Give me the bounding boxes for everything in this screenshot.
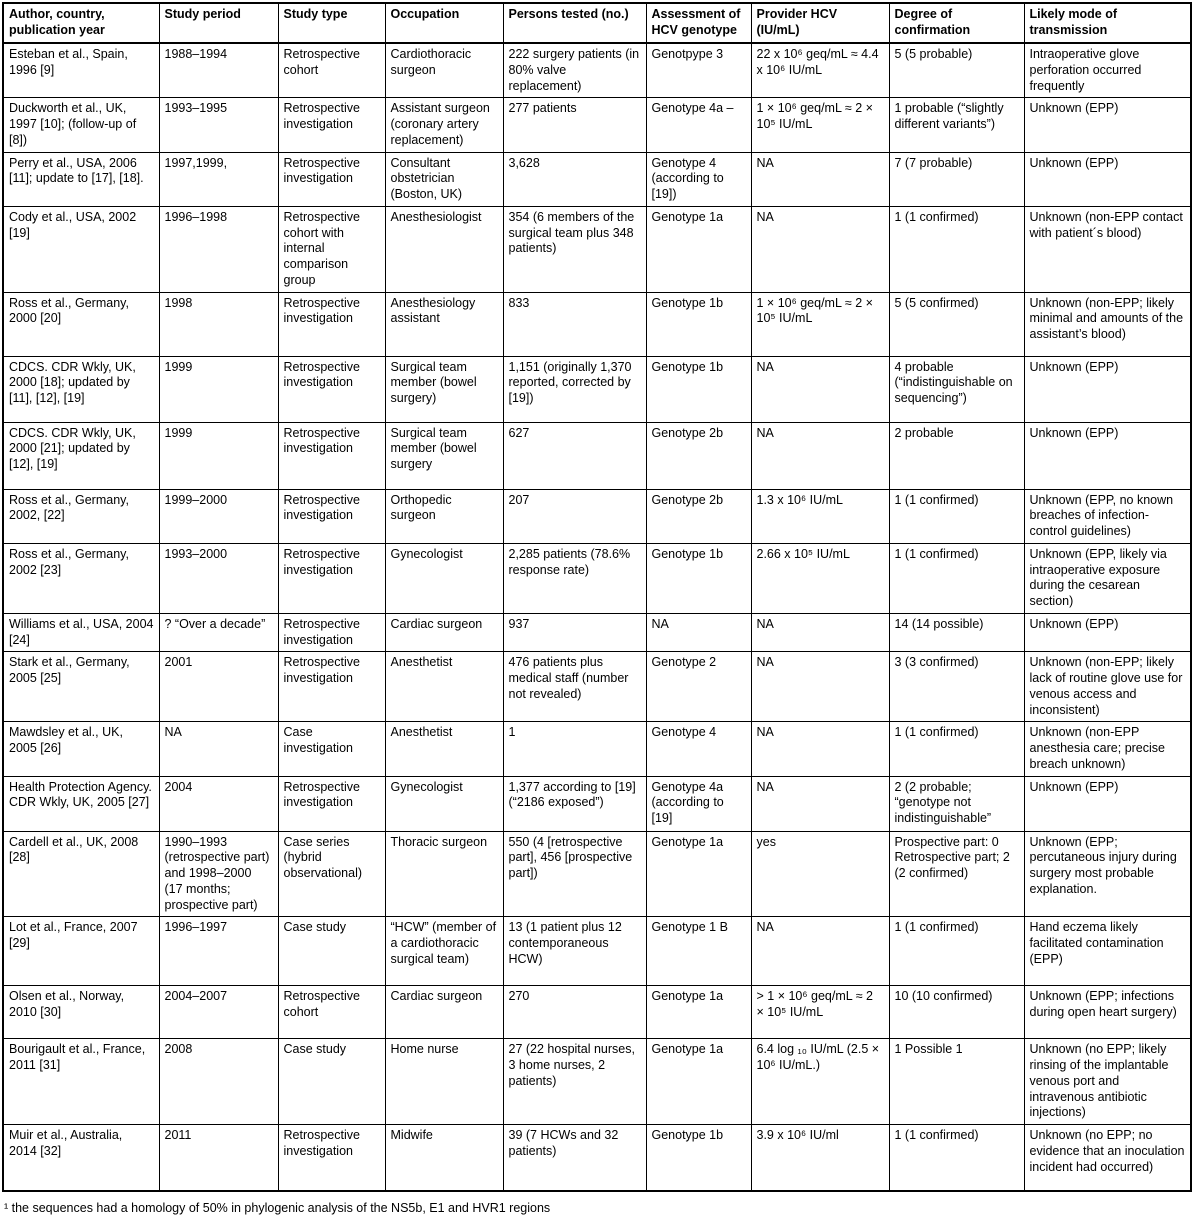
table-cell: 1999–2000 bbox=[159, 489, 278, 543]
table-cell: Genotype 1a bbox=[646, 831, 751, 917]
table-row bbox=[3, 986, 1191, 1039]
column-header: Study period bbox=[159, 3, 278, 43]
table-row bbox=[3, 422, 1191, 489]
table-cell: 2 (2 probable; “genotype not indistinguishable” bbox=[889, 776, 1024, 831]
table-row bbox=[3, 489, 1191, 543]
column-header: Degree of confirmation bbox=[889, 3, 1024, 43]
table-cell: 1 (1 confirmed) bbox=[889, 206, 1024, 292]
table-cell: Cardiothoracic surgeon bbox=[385, 43, 503, 98]
column-header: Author, country, publication year bbox=[3, 3, 159, 43]
table-cell: Genotype 1b bbox=[646, 543, 751, 613]
table-cell: Retrospective investigation bbox=[278, 422, 385, 489]
table-cell: 2004–2007 bbox=[159, 986, 278, 1039]
table-cell: 2008 bbox=[159, 1039, 278, 1125]
table-cell: 1,377 according to [19] (“2186 exposed”) bbox=[503, 776, 646, 831]
table-cell: 1 × 10⁶ geq/mL ≈ 2 × 10⁵ IU/mL bbox=[751, 292, 889, 356]
table-cell: Case investigation bbox=[278, 722, 385, 776]
table-cell: Retrospective investigation bbox=[278, 98, 385, 152]
table-cell: Perry et al., USA, 2006 [11]; update to [17], [18]. bbox=[3, 152, 159, 206]
table-cell: 2001 bbox=[159, 652, 278, 722]
table-cell: Retrospective investigation bbox=[278, 356, 385, 422]
table-cell: 1.3 x 10⁶ IU/mL bbox=[751, 489, 889, 543]
table-cell: Ross et al., Germany, 2002, [22] bbox=[3, 489, 159, 543]
table-cell: 1996–1997 bbox=[159, 917, 278, 986]
table-cell: 270 bbox=[503, 986, 646, 1039]
table-cell: 1 probable (“slightly different variants”) bbox=[889, 98, 1024, 152]
table-cell: 1 (1 confirmed) bbox=[889, 917, 1024, 986]
table-cell: Genotype 1a bbox=[646, 206, 751, 292]
table-cell: Williams et al., USA, 2004 [24] bbox=[3, 613, 159, 652]
table-cell: Unknown (EPP; infections during open heart surgery) bbox=[1024, 986, 1191, 1039]
table-cell: CDCS. CDR Wkly, UK, 2000 [21]; updated by [12], [19] bbox=[3, 422, 159, 489]
table-cell: Home nurse bbox=[385, 1039, 503, 1125]
table-cell: Unknown (EPP, no known breaches of infection-control guidelines) bbox=[1024, 489, 1191, 543]
table-cell: Case study bbox=[278, 1039, 385, 1125]
table-cell: 1999 bbox=[159, 356, 278, 422]
table-cell: 222 surgery patients (in 80% valve replacement) bbox=[503, 43, 646, 98]
table-cell: NA bbox=[751, 152, 889, 206]
footnote: ¹ the sequences had a homology of 50% in phylogenic analysis of the NS5b, E1 and HVR1 regions bbox=[4, 1200, 551, 1215]
table-cell: Midwife bbox=[385, 1125, 503, 1191]
table-cell: Unknown (EPP) bbox=[1024, 152, 1191, 206]
table-cell: Esteban et al., Spain, 1996 [9] bbox=[3, 43, 159, 98]
table-cell: Genotype 1b bbox=[646, 356, 751, 422]
table-row bbox=[3, 43, 1191, 98]
table-cell: Genotype 4 (according to [19]) bbox=[646, 152, 751, 206]
table-cell: Unknown (EPP) bbox=[1024, 422, 1191, 489]
table-cell: Genotype 1a bbox=[646, 986, 751, 1039]
table-cell: Genotype 4a (according to [19] bbox=[646, 776, 751, 831]
table-cell: 1999 bbox=[159, 422, 278, 489]
column-header: Persons tested (no.) bbox=[503, 3, 646, 43]
table-row bbox=[3, 543, 1191, 613]
table-cell: Retrospective cohort with internal comparison group bbox=[278, 206, 385, 292]
table-cell: Retrospective cohort bbox=[278, 43, 385, 98]
table-cell: Unknown (non-EPP; likely lack of routine glove use for venous access and inconsistent) bbox=[1024, 652, 1191, 722]
table-cell: Unknown (no EPP; no evidence that an inoculation incident had occurred) bbox=[1024, 1125, 1191, 1191]
column-header: Likely mode of transmission bbox=[1024, 3, 1191, 43]
table-cell: Cody et al., USA, 2002 [19] bbox=[3, 206, 159, 292]
table-row bbox=[3, 1125, 1191, 1191]
table-cell: 1,151 (originally 1,370 reported, corrected by [19]) bbox=[503, 356, 646, 422]
table-cell: Ross et al., Germany, 2002 [23] bbox=[3, 543, 159, 613]
table-cell: 2004 bbox=[159, 776, 278, 831]
column-header: Assessment of HCV genotype bbox=[646, 3, 751, 43]
table-cell: 1990–1993 (retrospective part) and 1998–2000 (17 months; prospective part) bbox=[159, 831, 278, 917]
table-cell: 2,285 patients (78.6% response rate) bbox=[503, 543, 646, 613]
table-row bbox=[3, 917, 1191, 986]
table-cell: Retrospective investigation bbox=[278, 292, 385, 356]
table-cell: Retrospective investigation bbox=[278, 776, 385, 831]
table-cell: 39 (7 HCWs and 32 patients) bbox=[503, 1125, 646, 1191]
table-cell: NA bbox=[751, 917, 889, 986]
table-cell: Unknown (non-EPP anesthesia care; precise breach unknown) bbox=[1024, 722, 1191, 776]
table-cell: Health Protection Agency. CDR Wkly, UK, 2005 [27] bbox=[3, 776, 159, 831]
table-cell: 833 bbox=[503, 292, 646, 356]
table-cell: NA bbox=[751, 722, 889, 776]
table-cell: NA bbox=[159, 722, 278, 776]
table-cell: 3 (3 confirmed) bbox=[889, 652, 1024, 722]
table-cell: Retrospective investigation bbox=[278, 543, 385, 613]
table-cell: 476 patients plus medical staff (number not revealed) bbox=[503, 652, 646, 722]
table-cell: Lot et al., France, 2007 [29] bbox=[3, 917, 159, 986]
table-cell: Unknown (EPP) bbox=[1024, 613, 1191, 652]
table-cell: Anesthetist bbox=[385, 652, 503, 722]
table-cell: Unknown (non-EPP contact with patient´s blood) bbox=[1024, 206, 1191, 292]
table-row bbox=[3, 152, 1191, 206]
table-cell: 1 × 10⁶ geq/mL ≈ 2 × 10⁵ IU/mL bbox=[751, 98, 889, 152]
hcv-studies-table bbox=[2, 2, 1192, 1192]
table-cell: Anesthetist bbox=[385, 722, 503, 776]
table-cell: Retrospective investigation bbox=[278, 613, 385, 652]
table-cell: 1 bbox=[503, 722, 646, 776]
table-row bbox=[3, 652, 1191, 722]
table-row bbox=[3, 776, 1191, 831]
table-cell: Unknown (non-EPP; likely minimal and amounts of the assistant’s blood) bbox=[1024, 292, 1191, 356]
table-row bbox=[3, 98, 1191, 152]
table-cell: Bourigault et al., France, 2011 [31] bbox=[3, 1039, 159, 1125]
table-cell: Thoracic surgeon bbox=[385, 831, 503, 917]
table-cell: NA bbox=[751, 613, 889, 652]
table-cell: 1 (1 confirmed) bbox=[889, 543, 1024, 613]
table-cell: Cardiac surgeon bbox=[385, 613, 503, 652]
table-cell: 13 (1 patient plus 12 contemporaneous HCW) bbox=[503, 917, 646, 986]
table-cell: Anesthesiologist bbox=[385, 206, 503, 292]
table-cell: 1 (1 confirmed) bbox=[889, 489, 1024, 543]
table-cell: Genotpype 3 bbox=[646, 43, 751, 98]
column-header: Occupation bbox=[385, 3, 503, 43]
table-row bbox=[3, 831, 1191, 917]
table-cell: Ross et al., Germany, 2000 [20] bbox=[3, 292, 159, 356]
table-cell: 937 bbox=[503, 613, 646, 652]
table-cell: 1988–1994 bbox=[159, 43, 278, 98]
table-cell: Muir et al., Australia, 2014 [32] bbox=[3, 1125, 159, 1191]
table-cell: NA bbox=[751, 356, 889, 422]
table-cell: 1 (1 confirmed) bbox=[889, 722, 1024, 776]
table-cell: Unknown (EPP, likely via intraoperative exposure during the cesarean section) bbox=[1024, 543, 1191, 613]
table-row bbox=[3, 1039, 1191, 1125]
table-cell: 1998 bbox=[159, 292, 278, 356]
table-cell: 1 Possible 1 bbox=[889, 1039, 1024, 1125]
table-cell: Gynecologist bbox=[385, 543, 503, 613]
table-cell: Retrospective investigation bbox=[278, 152, 385, 206]
table-cell: 2.66 x 10⁵ IU/mL bbox=[751, 543, 889, 613]
table-cell: 1996–1998 bbox=[159, 206, 278, 292]
table-cell: 1997,1999, bbox=[159, 152, 278, 206]
table-cell: Gynecologist bbox=[385, 776, 503, 831]
table-cell: Genotype 1a bbox=[646, 1039, 751, 1125]
table-cell: CDCS. CDR Wkly, UK, 2000 [18]; updated by [11], [12], [19] bbox=[3, 356, 159, 422]
table-cell: Genotype 4a – bbox=[646, 98, 751, 152]
table-row bbox=[3, 613, 1191, 652]
table-cell: Surgical team member (bowel surgery) bbox=[385, 356, 503, 422]
table-cell: “HCW” (member of a cardiothoracic surgical team) bbox=[385, 917, 503, 986]
table-cell: Genotype 2b bbox=[646, 489, 751, 543]
table-cell: 1 (1 confirmed) bbox=[889, 1125, 1024, 1191]
table-row bbox=[3, 206, 1191, 292]
table-cell: Genotype 1b bbox=[646, 1125, 751, 1191]
table-cell: 3,628 bbox=[503, 152, 646, 206]
table-cell: 27 (22 hospital nurses, 3 home nurses, 2 patients) bbox=[503, 1039, 646, 1125]
table-cell: Retrospective investigation bbox=[278, 652, 385, 722]
table-cell: Stark et al., Germany, 2005 [25] bbox=[3, 652, 159, 722]
table-cell: Genotype 2b bbox=[646, 422, 751, 489]
table-row bbox=[3, 722, 1191, 776]
table-cell: Prospective part: 0 Retrospective part; 2 (2 confirmed) bbox=[889, 831, 1024, 917]
table-cell: 550 (4 [retrospective part], 456 [prospective part]) bbox=[503, 831, 646, 917]
table-cell: Retrospective investigation bbox=[278, 489, 385, 543]
table-cell: Duckworth et al., UK, 1997 [10]; (follow-up of [8]) bbox=[3, 98, 159, 152]
table-cell: 5 (5 probable) bbox=[889, 43, 1024, 98]
table-cell: 22 x 10⁶ geq/mL ≈ 4.4 x 10⁶ IU/mL bbox=[751, 43, 889, 98]
column-header: Provider HCV (IU/mL) bbox=[751, 3, 889, 43]
table-cell: 2011 bbox=[159, 1125, 278, 1191]
table-cell: Assistant surgeon (coronary artery replacement) bbox=[385, 98, 503, 152]
table-row bbox=[3, 356, 1191, 422]
table-cell: ? “Over a decade” bbox=[159, 613, 278, 652]
table-cell: Genotype 2 bbox=[646, 652, 751, 722]
header-row bbox=[3, 3, 1191, 43]
table-cell: Unknown (EPP) bbox=[1024, 98, 1191, 152]
table-cell: 1993–2000 bbox=[159, 543, 278, 613]
table-cell: Surgical team member (bowel surgery bbox=[385, 422, 503, 489]
table-cell: Hand eczema likely facilitated contamination (EPP) bbox=[1024, 917, 1191, 986]
table-cell: Genotype 4 bbox=[646, 722, 751, 776]
table-cell: NA bbox=[751, 422, 889, 489]
table-cell: Olsen et al., Norway, 2010 [30] bbox=[3, 986, 159, 1039]
table-cell: Unknown (EPP) bbox=[1024, 356, 1191, 422]
table-cell: Unknown (EPP; percutaneous injury during surgery most probable explanation. bbox=[1024, 831, 1191, 917]
table-cell: NA bbox=[751, 776, 889, 831]
table-cell: 14 (14 possible) bbox=[889, 613, 1024, 652]
table-cell: 277 patients bbox=[503, 98, 646, 152]
table-cell: NA bbox=[751, 652, 889, 722]
table-cell: 10 (10 confirmed) bbox=[889, 986, 1024, 1039]
column-header: Study type bbox=[278, 3, 385, 43]
table-cell: 4 probable (“indistinguishable on sequencing”) bbox=[889, 356, 1024, 422]
table-cell: > 1 × 10⁶ geq/mL ≈ 2 × 10⁵ IU/mL bbox=[751, 986, 889, 1039]
table-cell: 354 (6 members of the surgical team plus 348 patients) bbox=[503, 206, 646, 292]
table-cell: Genotype 1b bbox=[646, 292, 751, 356]
table-cell: Cardiac surgeon bbox=[385, 986, 503, 1039]
table-cell: Anesthesiology assistant bbox=[385, 292, 503, 356]
table-cell: Unknown (no EPP; likely rinsing of the implantable venous port and intravenous antibiotic injections) bbox=[1024, 1039, 1191, 1125]
table-cell: Retrospective cohort bbox=[278, 986, 385, 1039]
table-cell: Cardell et al., UK, 2008 [28] bbox=[3, 831, 159, 917]
table-cell: Consultant obstetrician (Boston, UK) bbox=[385, 152, 503, 206]
table-cell: NA bbox=[646, 613, 751, 652]
table-cell: Retrospective investigation bbox=[278, 1125, 385, 1191]
table-cell: 1993–1995 bbox=[159, 98, 278, 152]
table-cell: Intraoperative glove perforation occurred frequently bbox=[1024, 43, 1191, 98]
table-cell: Mawdsley et al., UK, 2005 [26] bbox=[3, 722, 159, 776]
table-cell: 5 (5 confirmed) bbox=[889, 292, 1024, 356]
table-row bbox=[3, 292, 1191, 356]
table-cell: 627 bbox=[503, 422, 646, 489]
table-cell: 7 (7 probable) bbox=[889, 152, 1024, 206]
table-cell: 2 probable bbox=[889, 422, 1024, 489]
table-cell: Orthopedic surgeon bbox=[385, 489, 503, 543]
table-cell: 6.4 log ₁₀ IU/mL (2.5 × 10⁶ IU/mL.) bbox=[751, 1039, 889, 1125]
table-cell: Genotype 1 B bbox=[646, 917, 751, 986]
table-cell: Case study bbox=[278, 917, 385, 986]
table-cell: Unknown (EPP) bbox=[1024, 776, 1191, 831]
table-cell: 3.9 x 10⁶ IU/ml bbox=[751, 1125, 889, 1191]
table-cell: 207 bbox=[503, 489, 646, 543]
table-cell: Case series (hybrid observational) bbox=[278, 831, 385, 917]
table-cell: yes bbox=[751, 831, 889, 917]
table-cell: NA bbox=[751, 206, 889, 292]
